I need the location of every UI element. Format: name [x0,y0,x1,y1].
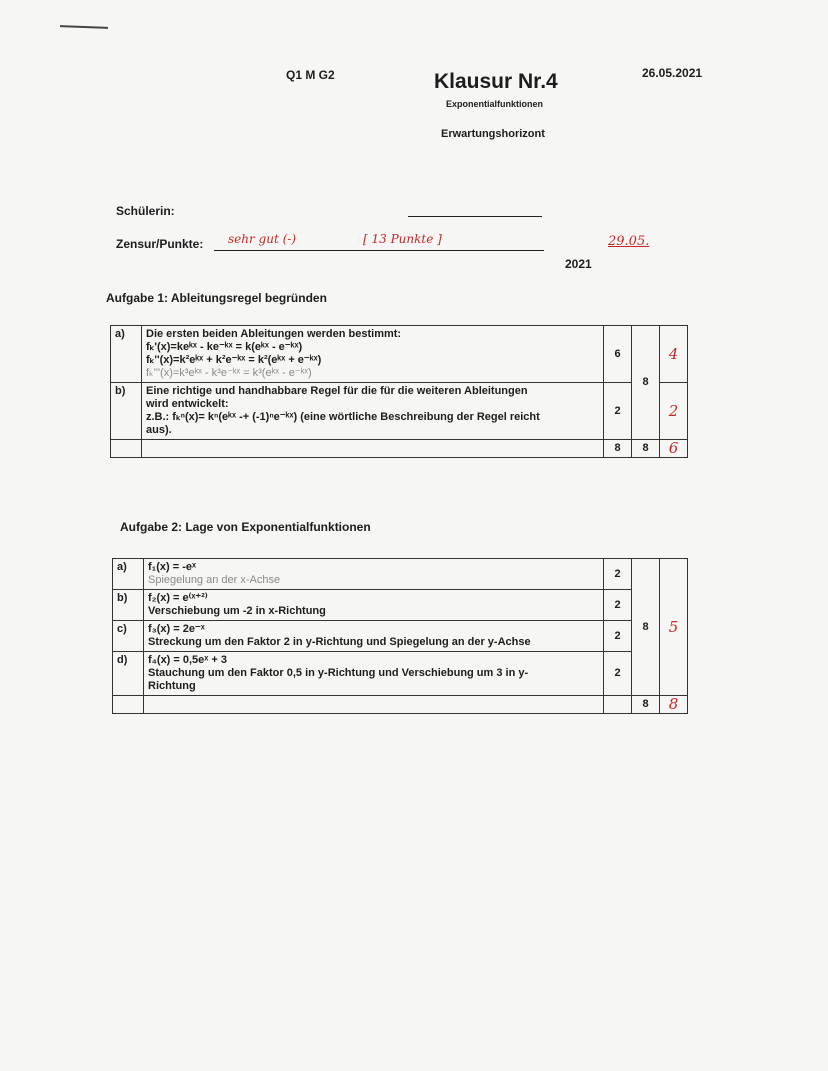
points-total-cell: 8 [604,440,632,458]
table-row-total [113,696,688,714]
table-row [113,621,688,652]
row-label: b) [111,383,142,440]
grade-line [214,250,544,251]
awarded-total-cell: 8 [660,696,688,714]
subtotal-total-cell: 8 [632,440,660,458]
row-line-faint: fₖ'''(x)=k³eᵏˣ - k³e⁻ᵏˣ = k³(eᵏˣ - e⁻ᵏˣ) [146,367,312,379]
row-text [142,326,604,383]
table-row [113,652,688,696]
row-label: a) [111,326,142,383]
row-line: Eine richtige und handhabbare Regel für die für die weiteren Ableitungen [146,385,528,397]
exam-subtitle: Exponentialfunktionen [446,99,544,109]
awarded-cell: 2 [660,383,688,440]
row-text [144,590,604,621]
subtotal-cell: 8 [632,326,660,440]
row-line: z.B.: fₖⁿ(x)= kⁿ(eᵏˣ -+ (-1)ⁿe⁻ᵏˣ) (eine wörtliche Beschreibung der Regel reicht [146,411,540,423]
row-text [142,440,604,458]
row-line-faint: Spiegelung an der x-Achse [148,574,281,586]
row-line: f₃(x) = 2e⁻ˣ [148,623,205,635]
table-row [113,559,688,590]
points-cell: 2 [604,559,632,590]
row-label: d) [113,652,144,696]
row-label: c) [113,621,144,652]
course-label: Q1 M G2 [286,68,335,82]
points-cell: 2 [604,621,632,652]
row-text [144,696,604,714]
row-label [113,696,144,714]
row-line: Verschiebung um -2 in x-Richtung [148,605,326,617]
points-cell: 6 [604,326,632,383]
block-awarded-cell: 5 [660,559,688,696]
table-row [111,383,688,440]
row-text [144,559,604,590]
row-line: fₖ''(x)=k²eᵏˣ + k²e⁻ᵏˣ = k²(eᵏˣ + e⁻ᵏˣ) [146,354,322,366]
row-line: Streckung um den Faktor 2 in y-Richtung und Spiegelung an der y-Achse [148,636,531,648]
year-label: 2021 [565,257,592,271]
row-line: f₂(x) = e⁽ˣ⁺²⁾ [148,592,208,604]
points-handwritten: [ 13 Punkte ] [363,232,442,246]
points-cell: 2 [604,652,632,696]
row-line: Die ersten beiden Ableitungen werden bestimmt: [146,328,402,340]
row-text [142,383,604,440]
awarded-total-cell: 6 [660,440,688,458]
row-text [144,652,604,696]
row-label: a) [113,559,144,590]
exam-date: 26.05.2021 [642,66,703,80]
row-line: fₖ'(x)=keᵏˣ - ke⁻ᵏˣ = k(eᵏˣ - e⁻ᵏˣ) [146,341,303,353]
task1-table [110,325,688,458]
task2-title: Aufgabe 2: Lage von Exponentialfunktionen [120,520,371,534]
row-line: aus). [146,424,172,436]
row-line: Stauchung um den Faktor 0,5 in y-Richtung und Verschiebung um 3 in y- [148,667,529,679]
student-name-label: Schülerin: [116,204,175,218]
row-line: f₁(x) = -eˣ [148,561,197,573]
points-cell: 2 [604,383,632,440]
points-total-cell [604,696,632,714]
task1-title: Aufgabe 1: Ableitungsregel begründen [106,291,327,305]
table-row [113,590,688,621]
row-label: b) [113,590,144,621]
student-name-line [408,216,542,217]
date-handwritten: 29.05. [608,234,650,249]
grade-label: Zensur/Punkte: [116,237,204,251]
awarded-cell: 4 [660,326,688,383]
exam-subtitle-expected: Erwartungshorizont [441,128,545,140]
row-text [144,621,604,652]
row-line: f₄(x) = 0,5eˣ + 3 [148,654,227,666]
table-row [111,326,688,383]
block-total-cell: 8 [632,559,660,696]
row-label [111,440,142,458]
row-line: wird entwickelt: [146,398,229,410]
points-cell: 2 [604,590,632,621]
total-cell: 8 [632,696,660,714]
row-line: Richtung [148,680,196,692]
grade-handwritten: sehr gut (-) [228,232,297,246]
table-row-total [111,440,688,458]
task2-table [112,558,688,714]
paper-mark [60,25,108,29]
exam-title: Klausur Nr.4 [434,70,558,93]
